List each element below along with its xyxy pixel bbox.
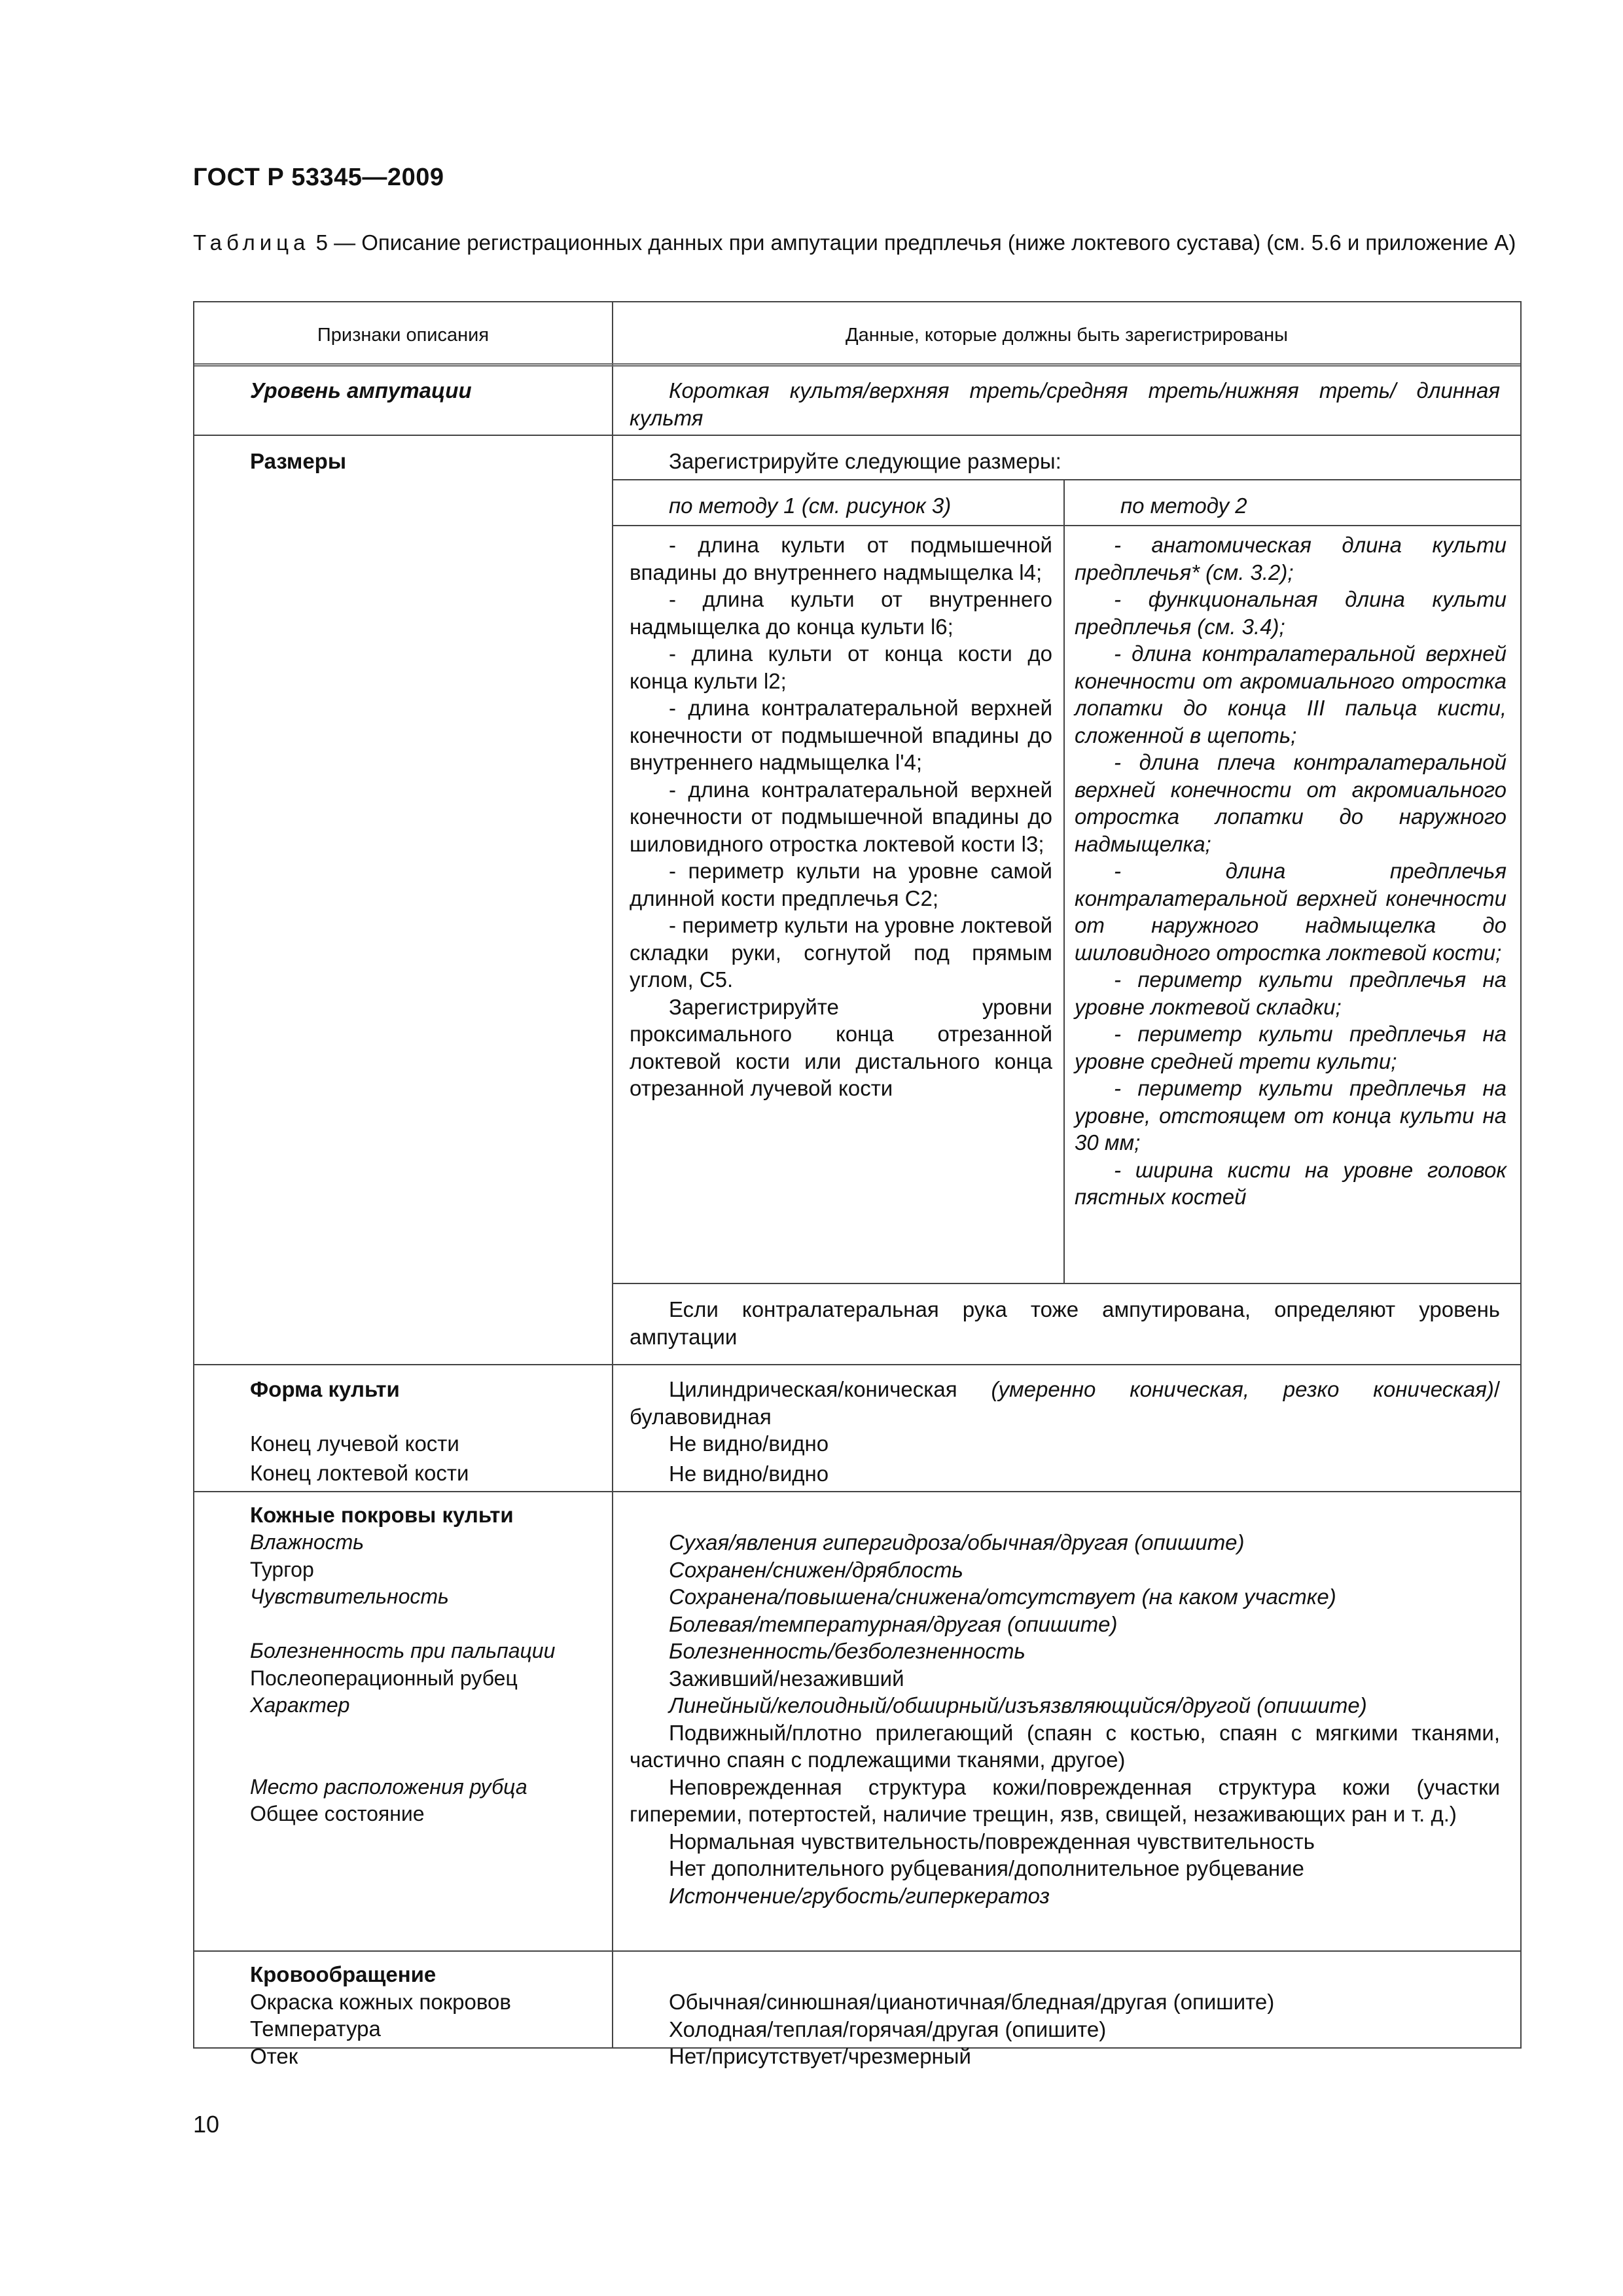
skin-key-palpation: Болезненность при пальпации [250,1639,556,1662]
row-divider [194,1491,1520,1492]
skin-value: Сохранена/повышена/снижена/отсутствует (на каком участке) [669,1585,1336,1609]
skin-key-empty [250,1611,607,1638]
skin-key-character: Характер [250,1693,350,1717]
row-divider [613,479,1520,480]
list-item: - длина контралатеральной верхней конечности от подмышечной впадины до шиловидного отростка локтевой кости l3; [630,777,1052,856]
list-item: - ширина кисти на уровне головок пястных костей [1075,1157,1507,1209]
blood-key-edema: Отек [250,2043,298,2068]
caption-text: — Описание регистрационных данных при ампутации предплечья (ниже локтевого сустава) (см. 5.6 и приложение А) [327,230,1516,255]
list-item: - длина культи от конца кости до конца культи l2; [630,641,1052,693]
list-item: - длина предплечья контралатеральной верхней конечности от наружного надмыщелка до шиловидного отростка локтевой кости; [1075,859,1507,965]
row-divider [613,1283,1520,1284]
page-number: 10 [193,2111,220,2138]
radius-end-label: Конец лучевой кости [250,1431,459,1456]
document-header: ГОСТ Р 53345—2009 [193,164,444,191]
method-column-divider [1063,479,1065,1283]
method-2-list [1075,531,1507,1211]
row-label-blood: Кровообращение [250,1962,437,1986]
row-label-stump-shape: Форма культи [250,1377,400,1401]
sizes-note: Если контралатеральная рука тоже ампутирована, определяют уровень ампутации [630,1297,1500,1349]
skin-value: Болевая/температурная/другая (опишите) [669,1611,1118,1636]
caption-number: 5 [315,230,328,255]
skin-value: Неповрежденная структура кожи/поврежденная структура кожи (участки гиперемии, потертостей, наличие трещин, язв, свищей, незаживающих ран и т. д.) [630,1774,1500,1826]
list-item: - анатомическая длина культи предплечья* (см. 3.2); [1075,533,1507,584]
caption-label: Таблица [193,230,310,255]
blood-key-color: Окраска кожных покровов [250,1989,511,2014]
blood-value: Нет/присутствует/чрезмерный [669,2044,971,2068]
skin-value: Подвижный/плотно прилегающий (спаян с костью, спаян с мягкими тканями, частично спаян с подлежащими тканями, другое) [630,1720,1500,1772]
skin-value: Нет дополнительного рубцевания/дополнительное рубцевание [669,1856,1304,1880]
method-1-title: по методу 1 (см. рисунок 3) [669,493,952,518]
radius-end-value: Не видно/видно [669,1431,829,1456]
sizes-intro: Зарегистрируйте следующие размеры: [669,449,1061,473]
skin-value: Заживший/незаживший [669,1666,904,1691]
blood-keys [250,1961,607,2070]
row-divider [613,525,1520,526]
row-divider [194,435,1520,436]
skin-key-scar: Послеоперационный рубец [250,1666,518,1690]
list-item: - периметр культи предплечья на уровне локтевой складки; [1075,967,1507,1019]
list-item: - длина плеча контралатеральной верхней конечности от акромиального отростка лопатки до наружного надмыщелка; [1075,750,1507,856]
list-item: - периметр культи на уровне самой длинной кости предплечья C2; [630,859,1052,910]
list-item: - периметр культи предплечья на уровне, отстоящем от конца культи на 30 мм; [1075,1076,1507,1155]
skin-keys [250,1529,607,1828]
method-2-title: по методу 2 [1120,493,1247,518]
list-item: - длина контралатеральной верхней конечности от акромиального отростка лопатки до конца III пальца кисти, сложенной в щепоть; [1075,641,1507,747]
column-header-data: Данные, которые должны быть зарегистрированы [845,325,1289,346]
skin-key-turgor: Тургор [250,1557,314,1581]
blood-key-temperature: Температура [250,2017,381,2041]
skin-value: Сохранен/снижен/дряблость [669,1557,963,1582]
column-divider [612,302,613,2047]
row-label-sizes: Размеры [250,449,347,473]
skin-key-general: Общее состояние [250,1802,425,1825]
stump-shape-value: Цилиндрическая/коническая (умеренно коническая, резко коническая)/булавовидная [630,1377,1500,1429]
skin-key-sensitivity: Чувствительность [250,1585,449,1608]
skin-key-moisture: Влажность [250,1530,365,1554]
blood-value: Обычная/синюшная/цианотичная/бледная/другая (опишите) [669,1990,1275,2014]
skin-value: Линейный/келоидный/обширный/изъязвляющийся/другой (опишите) [669,1693,1367,1717]
ulna-end-value: Не видно/видно [669,1461,829,1486]
column-header-features: Признаки описания [317,325,490,346]
list-item: - функциональная длина культи предплечья (см. 3.4); [1075,587,1507,639]
amputation-level-value: Короткая культя/верхняя треть/средняя треть/нижняя треть/ длинная культя [630,378,1500,430]
row-label-amputation-level: Уровень ампутации [250,378,472,403]
list-item: - длина культи от внутреннего надмыщелка до конца культи l6; [630,587,1052,639]
row-divider [194,1950,1520,1952]
header-double-rule [194,363,1520,367]
row-label-skin: Кожные покровы культи [250,1503,514,1527]
shape-labels [250,1376,603,1487]
shape-values [630,1376,1500,1487]
skin-key-empty [250,1746,607,1774]
list-item: - периметр культи на уровне локтевой складки руки, согнутой под прямым углом, C5. [630,913,1052,992]
skin-key-scar-location: Место расположения рубца [250,1774,527,1799]
ulna-end-label: Конец локтевой кости [250,1461,469,1485]
list-item: Зарегистрируйте уровни проксимального конца отрезанной локтевой кости или дистального конца отрезанной лучевой кости [630,994,1052,1100]
row-divider [194,1364,1520,1365]
blood-values [630,1988,1500,2070]
skin-key-empty [250,1719,607,1747]
list-item: - длина культи от подмышечной впадины до внутреннего надмыщелка l4; [630,533,1052,584]
skin-value: Сухая/явления гипергидроза/обычная/другая (опишите) [669,1530,1245,1554]
skin-value: Болезненность/безболезненность [669,1639,1026,1663]
list-item: - длина контралатеральной верхней конечности от подмышечной впадины до внутреннего надмыщелка l'4; [630,696,1052,774]
data-table [193,301,1522,2068]
skin-value: Нормальная чувствительность/поврежденная чувствительность [669,1829,1315,1854]
skin-values [630,1529,1500,1909]
skin-value: Истончение/грубость/гиперкератоз [669,1883,1050,1908]
table-caption [193,229,1522,257]
list-item: - периметр культи предплечья на уровне средней трети культи; [1075,1022,1507,1073]
blood-value: Холодная/теплая/горячая/другая (опишите) [669,2017,1107,2041]
method-1-list [630,531,1052,1102]
